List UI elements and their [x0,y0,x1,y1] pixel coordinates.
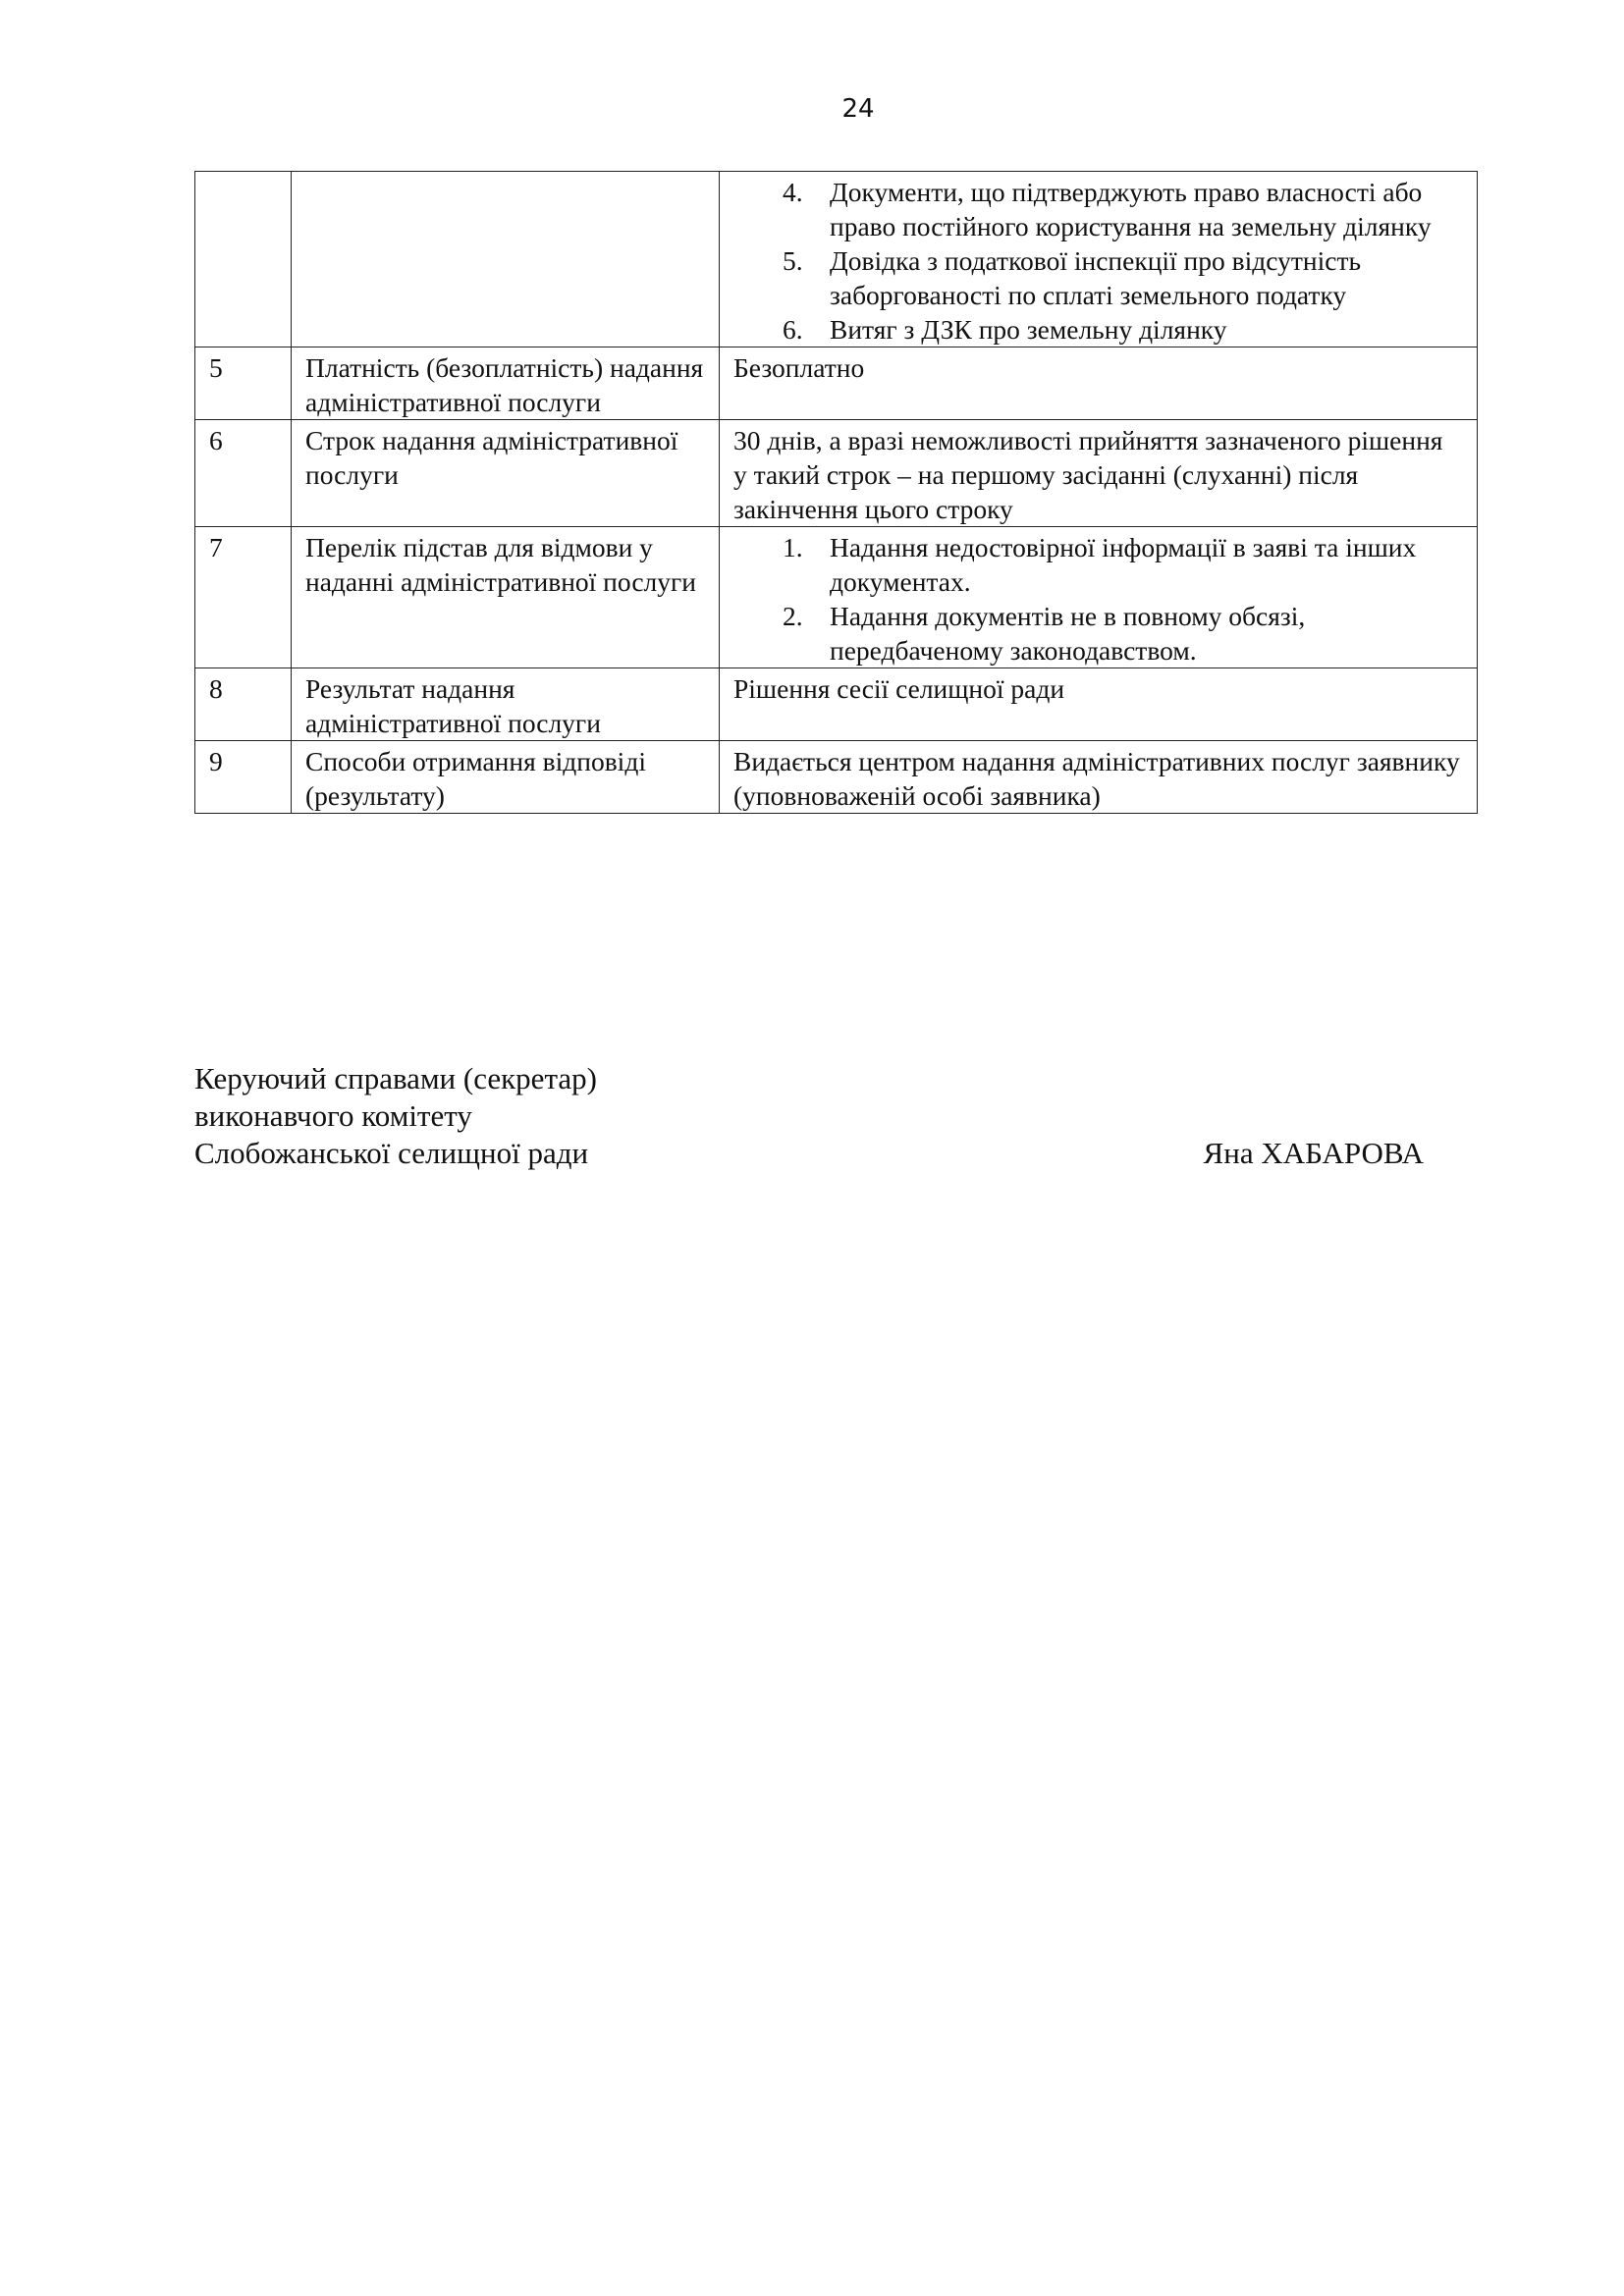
list-item-text: Надання документів не в повному обсязі, передбаченому законодавством. [830,601,1306,666]
list-item [733,312,1463,347]
list-item [733,599,1463,667]
document-list [733,175,1463,347]
list-marker: 5. [783,245,803,276]
signature-block [194,1060,1424,1172]
list-item-text: Витяг з ДЗК про земельну ділянку [830,314,1227,345]
list-item [733,243,1463,312]
row-title-cell: Строк надання адміністративної послуги [292,420,720,527]
row-title-cell: Результат надання адміністративної послуги [292,668,720,741]
signatory-position-line2: виконавчого комітету [194,1098,472,1133]
row-title-cell: Способи отримання відповіді (результату) [292,741,720,814]
row-value-cell [720,172,1478,347]
list-marker: 6. [783,314,803,345]
list-item [733,175,1463,243]
list-marker: 1. [783,532,803,562]
table-row [195,741,1478,814]
table-row [195,172,1478,347]
signatory-position-line3: Слобожанської селищної ради [194,1136,589,1170]
table-row [195,527,1478,668]
list-marker: 2. [783,601,803,631]
row-number-cell: 9 [195,741,292,814]
row-title-cell: Перелік підстав для відмови у наданні адміністративної послуги [292,527,720,668]
signatory-name: Яна ХАБАРОВА [1203,1136,1424,1170]
list-item [733,530,1463,599]
table-row [195,347,1478,420]
row-value-cell: Безоплатно [720,347,1478,420]
row-title-cell: Платність (безоплатність) надання адміністративної послуги [292,347,720,420]
list-item-text: Документи, що підтверджують право власності або право постійного користування на земельну ділянку [830,177,1432,241]
row-number-cell: 8 [195,668,292,741]
row-value-cell: 30 днів, а вразі неможливості прийняття зазначеного рішення у такий строк – на першому засіданні (слуханні) після закінчення цього строку [720,420,1478,527]
table-row [195,420,1478,527]
page-number: 24 [841,94,875,124]
row-number-cell [195,172,292,347]
row-value-cell [720,527,1478,668]
row-value-cell: Видається центром надання адміністративних послуг заявнику (уповноваженій особі заявника) [720,741,1478,814]
refusal-reasons-list [733,530,1463,667]
list-item-text: Довідка з податкової інспекції про відсутність заборгованості по сплаті земельного податку [830,245,1362,310]
row-number-cell: 5 [195,347,292,420]
list-item-text: Надання недостовірної інформації в заяві та інших документах. [830,532,1417,597]
row-value-cell: Рішення сесії селищної ради [720,668,1478,741]
row-title-cell [292,172,720,347]
row-number-cell: 6 [195,420,292,527]
row-number-cell: 7 [195,527,292,668]
signatory-position-line1: Керуючий справами (секретар) [194,1061,597,1095]
list-marker: 4. [783,177,803,207]
service-info-table [194,171,1478,814]
table-row [195,668,1478,741]
